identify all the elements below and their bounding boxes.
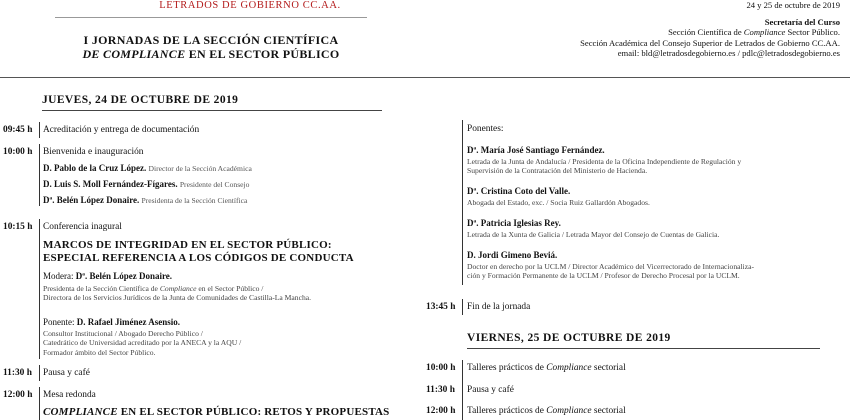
time-divider (39, 365, 40, 381)
moderator-desc-a: Presidenta de la Sección Científica de (43, 284, 160, 293)
ponente-description (43, 329, 241, 357)
event-dates: 24 y 25 de octubre de 2019 (746, 0, 840, 10)
speaker-cristina-desc: Abogada del Estado, exc. / Socia Ruiz Gallardón Abogados. (467, 198, 650, 207)
secretaria-label: Secretaría del Curso (764, 16, 840, 27)
speaker-maria-jose-desc (467, 157, 741, 176)
talleres-text: sectorial (591, 406, 626, 416)
header-divider (55, 17, 367, 18)
talleres-text: sectorial (591, 363, 626, 373)
speaker-patricia-desc: Letrada de la Xunta de Galicia / Letrada Mayor del Consejo de Cuentas de Galicia. (467, 230, 720, 239)
secretaria-line1-italic: Compliance (743, 27, 786, 38)
moderator-desc-line1 (43, 284, 311, 293)
day1-heading-rule (42, 110, 382, 111)
ponente-desc-line1: Consultor Institucional / Abogado Derecho Público / (43, 329, 203, 338)
secretaria-email: email: bld@letradosdegobierno.es / pdlc@letradosdegobierno.es (617, 48, 840, 59)
conference-title-line2: ESPECIAL REFERENCIA A LOS CÓDIGOS DE CONDUCTA (43, 252, 354, 264)
speaker-desc-line: Letrada de la Junta de Andalucía / Presidenta de la Oficina Independiente de Regulación y (467, 157, 742, 166)
time-1015: 10:15 h (3, 222, 33, 232)
event-title-italic: DE COMPLIANCE (82, 47, 186, 61)
column2-divider (462, 120, 463, 285)
speaker-luis (43, 179, 249, 189)
secretaria-line2: Sección Académica del Consejo Superior de Letrados de Gobierno CC.AA. (580, 37, 840, 48)
header-bottom-rule (0, 77, 850, 78)
organization-name: LETRADOS DE GOBIERNO CC.AA. (159, 0, 341, 11)
speaker-patricia: Dª. Patricia Iglesias Rey. (467, 218, 561, 228)
time-1000: 10:00 h (3, 147, 33, 157)
speaker-pablo (43, 163, 252, 173)
fin-item: Fin de la jornada (467, 302, 531, 312)
time-divider (39, 144, 40, 206)
speaker-desc-line: Supervisión de la Contratación del Ministerio de Hacienda. (467, 166, 648, 176)
ponente-name: D. Rafael Jiménez Asensio. (76, 317, 180, 327)
mesa-title (43, 406, 390, 419)
speaker-name: D. Luis S. Moll Fernández-Fígares. (43, 179, 178, 189)
bienvenida-item: Bienvenida e inauguración (43, 147, 144, 157)
speaker-name: D. Pablo de la Cruz López. (43, 163, 147, 173)
secretaria-block (480, 0, 840, 59)
time-divider (39, 387, 40, 420)
acreditacion-item: Acreditación y entrega de documentación (43, 125, 200, 135)
conference-title-line1: MARCOS DE INTEGRIDAD EN EL SECTOR PÚBLICO: (43, 239, 332, 251)
conferencia-item: Conferencia inagural (43, 222, 122, 232)
time-1130: 11:30 h (3, 368, 32, 378)
time-1130-day2: 11:30 h (426, 385, 455, 395)
conference-title (43, 239, 354, 265)
time-1345: 13:45 h (426, 302, 456, 312)
secretaria-line1-b: Sector Público. (785, 27, 840, 38)
speaker-cristina: Dª. Cristina Coto del Valle. (467, 186, 571, 196)
talleres-text: Talleres prácticos de (467, 363, 547, 373)
time-1200-day2: 12:00 h (426, 406, 456, 416)
speaker-desc-line: Doctor en derecho por la UCLM / Director Académico del Vicerrectorado de Internacionaliza- (467, 262, 754, 271)
event-title-line2 (55, 47, 367, 61)
speaker-desc-line: ción y Formación Permanente de la UCLM / Profesor de Derecho Procesal por la UCLM. (467, 271, 740, 281)
speaker-role: Presidente del Consejo (179, 180, 250, 189)
talleres-italic: Compliance (546, 406, 592, 416)
time-1200: 12:00 h (3, 390, 33, 400)
secretaria-line1-a: Sección Científica de (668, 27, 744, 38)
time-divider (39, 122, 40, 138)
day2-heading-rule (467, 348, 820, 349)
day2-heading: VIERNES, 25 DE OCTUBRE DE 2019 (467, 332, 671, 344)
ponente-desc-line3: Formador ámbito del Sector Público. (43, 347, 156, 357)
moderator-desc-b: en el Sector Público / (196, 284, 264, 293)
speaker-belen (43, 195, 247, 205)
speaker-jordi-desc (467, 262, 754, 281)
ponente-label: Ponente: (43, 317, 75, 327)
speaker-rafael (43, 317, 180, 327)
talleres-item-2 (467, 406, 626, 416)
moderator-desc-italic: Compliance (159, 284, 197, 293)
event-title-line1: I JORNADAS DE LA SECCIÓN CIENTÍFICA (83, 33, 339, 47)
moderator-description (43, 284, 311, 303)
day1-heading: JUEVES, 24 DE OCTUBRE DE 2019 (42, 94, 239, 106)
speaker-name: Dª. Belén López Donaire. (43, 195, 140, 205)
ponente-desc-line2: Catedrático de Universidad acreditado por la ANECA y la AQU / (43, 338, 242, 348)
moderator-label: Modera: (43, 271, 74, 281)
talleres-text: Talleres prácticos de (467, 406, 547, 416)
talleres-item-1 (467, 363, 626, 373)
pausa-item-day2: Pausa y café (467, 385, 514, 395)
mesa-title-italic: COMPLIANCE (43, 406, 118, 418)
ponentes-label: Ponentes: (467, 124, 504, 134)
pausa-item: Pausa y café (43, 368, 90, 378)
speaker-jordi: D. Jordi Gimeno Beviá. (467, 250, 558, 260)
time-divider (462, 360, 463, 420)
event-title (55, 33, 367, 61)
speaker-maria-jose: Dª. María José Santiago Fernández. (467, 145, 605, 155)
secretaria-line1 (480, 27, 840, 38)
talleres-italic: Compliance (546, 363, 592, 373)
speaker-role: Presidenta de la Sección Científica (141, 196, 248, 205)
event-title-rest: EN EL SECTOR PÚBLICO (185, 47, 340, 61)
time-0945: 09:45 h (3, 125, 33, 135)
time-divider (462, 299, 463, 315)
moderator (43, 271, 172, 281)
moderator-desc-line2: Directora de los Servicios Jurídicos de la Junta de Comunidades de Castilla-La Mancha. (43, 293, 312, 303)
time-1000-day2: 10:00 h (426, 363, 456, 373)
mesa-title-rest: EN EL SECTOR PÚBLICO: RETOS Y PROPUESTAS (117, 406, 390, 418)
speaker-role: Director de la Sección Académica (148, 164, 252, 173)
mesa-item: Mesa redonda (43, 390, 96, 400)
moderator-name: Dª. Belén López Donaire. (75, 271, 173, 281)
time-divider (39, 219, 40, 359)
